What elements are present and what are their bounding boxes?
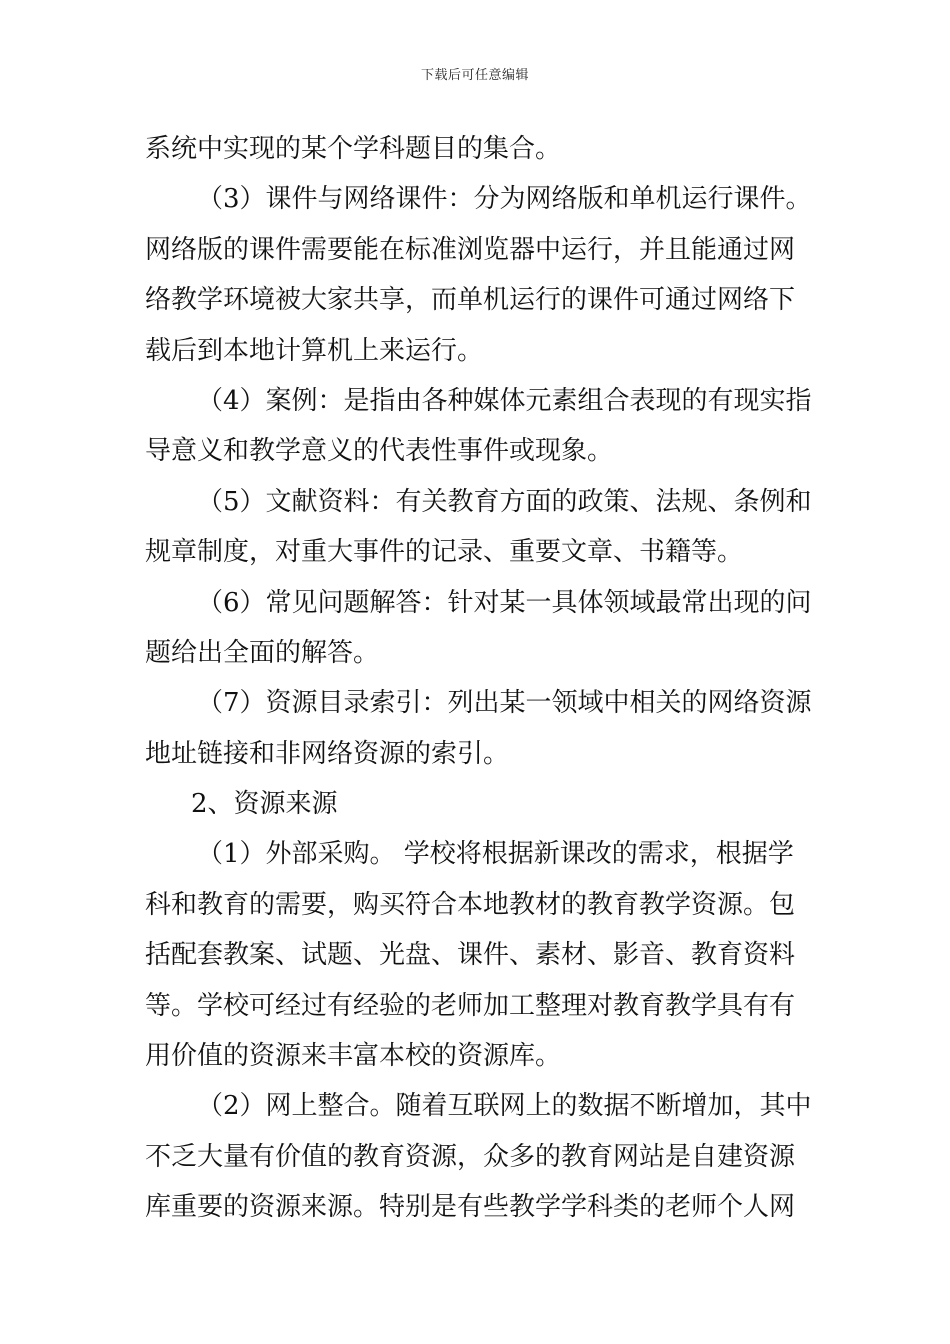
text-line: 科和教育的需要，购买符合本地教材的教育教学资源。包 [145,889,796,920]
text-line: 网络版的课件需要能在标准浏览器中运行，并且能通过网 [145,234,796,265]
text-line: （1）外部采购。 学校将根据新课改的需求，根据学 [197,839,794,870]
text-line: 导意义和教学意义的代表性事件或现象。 [145,436,614,467]
text-line: （5）文献资料：有关教育方面的政策、法规、条例和 [197,486,812,517]
text-line: （2）网上整合。随着互联网上的数据不断增加，其中 [197,1091,812,1122]
text-line: 用价值的资源来丰富本校的资源库。 [145,1041,562,1072]
text-line: 规章制度，对重大事件的记录、重要文章、书籍等。 [145,537,744,568]
text-line: 库重要的资源来源。特别是有些教学学科类的老师个人网 [145,1192,796,1223]
document-body [145,124,812,1233]
text-line: 载后到本地计算机上来运行。 [145,335,484,366]
text-line: 地址链接和非网络资源的索引。 [145,738,510,769]
text-line: （3）课件与网络课件：分为网络版和单机运行课件。 [197,184,812,215]
text-line: 系统中实现的某个学科题目的集合。 [145,134,562,164]
text-line: 等。学校可经过有经验的老师加工整理对教育教学具有有 [145,990,796,1021]
page-header: 下载后可任意编辑 [420,68,529,83]
text-line: （7）资源目录索引：列出某一领域中相关的网络资源 [197,688,812,719]
text-line: 不乏大量有价值的教育资源，众多的教育网站是自建资源 [145,1141,796,1172]
text-line: 括配套教案、试题、光盘、课件、素材、影音、教育资料 [145,940,796,971]
text-line: （6）常见问题解答：针对某一具体领域最常出现的问 [197,587,812,618]
section-heading: 2、资源来源 [191,789,338,820]
text-line: 题给出全面的解答。 [145,637,380,668]
text-line: （4）案例：是指由各种媒体元素组合表现的有现实指 [197,385,812,416]
text-line: 络教学环境被大家共享，而单机运行的课件可通过网络下 [145,285,796,316]
